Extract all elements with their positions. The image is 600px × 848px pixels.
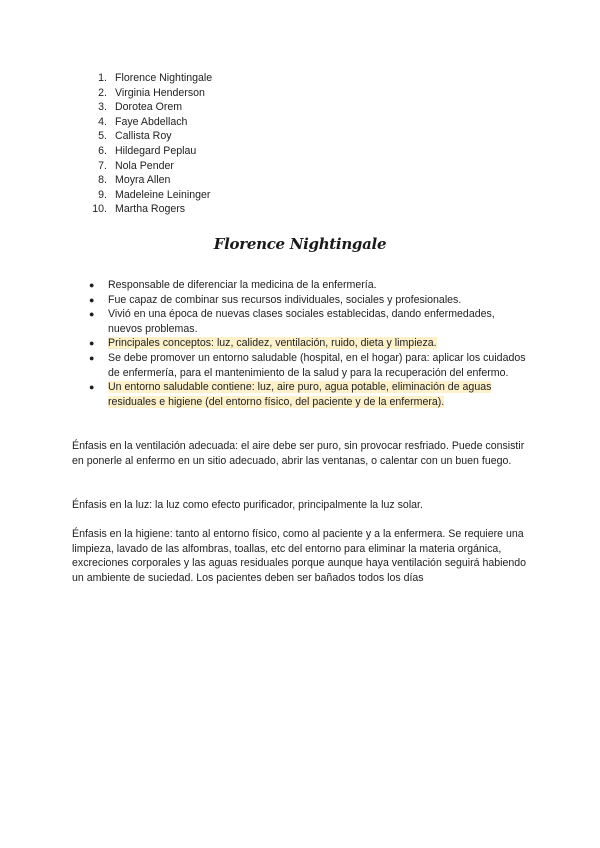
list-number: 8. — [98, 174, 107, 187]
list-item-label: Madeleine Leininger — [115, 188, 211, 201]
list-item — [84, 159, 212, 174]
list-item-label: Moyra Allen — [115, 174, 171, 187]
list-item-label: Hildegard Peplau — [115, 144, 197, 157]
bullet-item — [89, 278, 529, 293]
list-number: 6. — [98, 144, 107, 157]
list-number: 10. — [92, 203, 107, 216]
bullet-icon: ● — [89, 338, 95, 349]
paragraph-hygiene: Énfasis en la higiene: tanto al entorno físico, como al paciente y a la enfermera. Se requiere una limpieza, lavado de las alfombras, toallas, etc del entorno para eliminar la materia orgánica, excreciones corporales y las aguas residuales porque aunque haya ventilación seguirá habiendo un ambiente de suciedad. Los pacientes deben ser bañados todos los días — [72, 528, 527, 584]
list-item — [84, 100, 212, 115]
bullet-item-highlighted — [89, 336, 529, 351]
list-number: 3. — [98, 101, 107, 114]
list-item — [84, 115, 212, 130]
list-item — [84, 173, 212, 188]
bullet-text: Fue capaz de combinar sus recursos individuales, sociales y profesionales. — [108, 293, 462, 306]
paragraph-light: Énfasis en la luz: la luz como efecto purificador, principalmente la luz solar. — [72, 499, 423, 511]
list-item-label: Virginia Henderson — [115, 86, 205, 99]
list-item-label: Callista Roy — [115, 130, 172, 143]
list-item — [84, 71, 212, 86]
list-number: 4. — [98, 115, 107, 128]
list-number: 9. — [98, 188, 107, 201]
bullet-icon: ● — [89, 382, 95, 393]
bullet-text: Se debe promover un entorno saludable (hospital, en el hogar) para: aplicar los cuidados de enfermería, para el mantenimiento de la salud y para la recuperación del enfermo. — [108, 351, 526, 379]
list-item — [84, 188, 212, 203]
list-item — [84, 144, 212, 159]
bullet-icon: ● — [89, 280, 95, 290]
section-title: Florence Nightingale — [213, 235, 387, 253]
list-item-label: Florence Nightingale — [115, 72, 213, 84]
bullet-icon: ● — [89, 352, 95, 363]
bullet-item-highlighted — [89, 380, 529, 409]
paragraph-ventilation: Énfasis en la ventilación adecuada: el aire debe ser puro, sin provocar resfriado. Puede consistir en ponerle al enfermo en un sitio adecuado, abrir las ventanas, o calentar con un buen fuego. — [72, 440, 525, 467]
list-item-label: Dorotea Orem — [115, 101, 183, 114]
list-item — [84, 129, 212, 144]
bullet-item — [89, 293, 529, 308]
list-item-label: Martha Rogers — [115, 203, 186, 216]
bullet-item — [89, 351, 529, 380]
list-item — [84, 86, 212, 101]
bullet-item — [89, 307, 529, 336]
list-item — [84, 202, 212, 217]
list-item-label: Faye Abdellach — [115, 115, 188, 128]
list-item-label: Nola Pender — [115, 159, 174, 172]
list-number: 1. — [98, 72, 107, 84]
bullet-list — [89, 278, 529, 409]
list-number: 2. — [98, 86, 107, 99]
bullet-text: Responsable de diferenciar la medicina de la enfermería. — [108, 279, 377, 291]
bullet-text: Vivió en una época de nuevas clases sociales establecidas, dando enfermedades, nuevos problemas. — [108, 308, 495, 335]
list-number: 5. — [98, 130, 107, 143]
nurse-theorists-list — [84, 71, 212, 217]
bullet-icon: ● — [89, 294, 95, 305]
bullet-icon: ● — [89, 309, 95, 320]
highlighted-text: Un entorno saludable contiene: luz, aire puro, agua potable, eliminación de aguas residuales e higiene (del entorno físico, del paciente y de la enfermera). — [108, 381, 492, 408]
highlighted-text: Principales conceptos: luz, calidez, ventilación, ruido, dieta y limpieza. — [108, 337, 437, 350]
list-number: 7. — [98, 159, 107, 172]
